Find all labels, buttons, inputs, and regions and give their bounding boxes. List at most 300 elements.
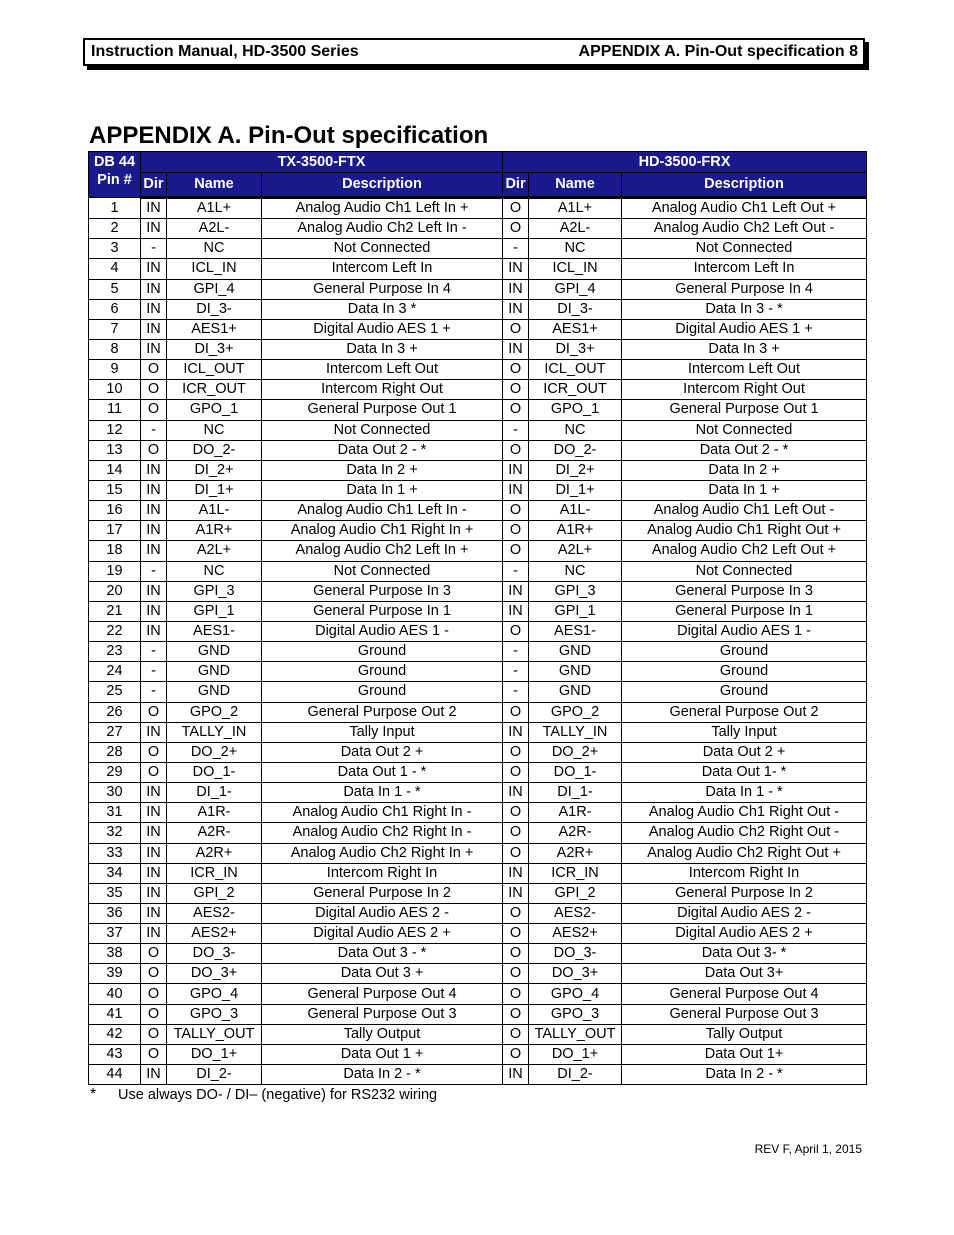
table-row — [89, 460, 867, 480]
frx-dir-cell: IN — [503, 339, 529, 359]
pin-number-cell: 44 — [89, 1065, 141, 1085]
frx-name-cell: A2R+ — [529, 843, 622, 863]
pin-number-cell: 22 — [89, 621, 141, 641]
table-row — [89, 944, 867, 964]
frx-desc-cell: Data In 1 + — [622, 480, 867, 500]
ftx-dir-cell: O — [141, 944, 167, 964]
frx-desc-cell: Data In 3 - * — [622, 299, 867, 319]
ftx-name-cell: AES1+ — [167, 319, 262, 339]
frx-dir-cell: IN — [503, 480, 529, 500]
table-row — [89, 762, 867, 782]
frx-dir-cell: O — [503, 803, 529, 823]
frx-desc-cell: General Purpose In 3 — [622, 581, 867, 601]
frx-desc-cell: Digital Audio AES 1 - — [622, 621, 867, 641]
frx-name-cell: ICR_OUT — [529, 380, 622, 400]
pin-number-cell: 40 — [89, 984, 141, 1004]
ftx-name-cell: NC — [167, 561, 262, 581]
ftx-dir-cell: O — [141, 984, 167, 1004]
frx-name-cell: GPO_1 — [529, 400, 622, 420]
table-row — [89, 783, 867, 803]
table-row — [89, 339, 867, 359]
ftx-name-cell: A2L- — [167, 219, 262, 239]
pin-number-cell: 15 — [89, 480, 141, 500]
ftx-desc-cell: Not Connected — [262, 561, 503, 581]
frx-dir-cell: O — [503, 924, 529, 944]
pin-number-cell: 5 — [89, 279, 141, 299]
frx-desc-cell: Tally Output — [622, 1024, 867, 1044]
frx-name-cell: GND — [529, 682, 622, 702]
table-row — [89, 541, 867, 561]
pin-number-cell: 24 — [89, 662, 141, 682]
frx-name-cell: A1L- — [529, 501, 622, 521]
ftx-dir-cell: - — [141, 561, 167, 581]
frx-desc-cell: General Purpose In 4 — [622, 279, 867, 299]
ftx-desc-cell: Data In 2 + — [262, 460, 503, 480]
pin-number-cell: 4 — [89, 259, 141, 279]
frx-desc-cell: Data In 1 - * — [622, 783, 867, 803]
ftx-name-cell: NC — [167, 420, 262, 440]
table-row — [89, 823, 867, 843]
table-row — [89, 662, 867, 682]
frx-desc-cell: Data Out 3+ — [622, 964, 867, 984]
table-row — [89, 843, 867, 863]
frx-name-cell: AES2- — [529, 903, 622, 923]
table-row — [89, 259, 867, 279]
pin-number-cell: 2 — [89, 219, 141, 239]
ftx-name-cell: A1L+ — [167, 198, 262, 219]
frx-desc-cell: General Purpose In 2 — [622, 883, 867, 903]
frx-name-cell: DO_1+ — [529, 1044, 622, 1064]
ftx-dir-cell: IN — [141, 783, 167, 803]
ftx-dir-cell: IN — [141, 279, 167, 299]
ftx-desc-cell: Data Out 3 + — [262, 964, 503, 984]
ftx-dir-cell: IN — [141, 460, 167, 480]
ftx-desc-cell: Intercom Left In — [262, 259, 503, 279]
frx-dir-cell: O — [503, 198, 529, 219]
frx-desc-cell: General Purpose Out 3 — [622, 1004, 867, 1024]
frx-desc-cell: Intercom Left In — [622, 259, 867, 279]
ftx-name-cell: GND — [167, 662, 262, 682]
pin-number-cell: 23 — [89, 642, 141, 662]
pin-number-cell: 6 — [89, 299, 141, 319]
frx-name-cell: DI_1+ — [529, 480, 622, 500]
frx-name-cell: TALLY_OUT — [529, 1024, 622, 1044]
frx-desc-cell: Digital Audio AES 1 + — [622, 319, 867, 339]
header-right-text: APPENDIX A. Pin-Out specification 8 — [578, 43, 858, 60]
table-row — [89, 380, 867, 400]
frx-dir-cell: IN — [503, 460, 529, 480]
ftx-desc-cell: Ground — [262, 662, 503, 682]
ftx-name-cell: ICR_OUT — [167, 380, 262, 400]
frx-name-cell: A2L- — [529, 219, 622, 239]
frx-desc-cell: Not Connected — [622, 239, 867, 259]
ftx-desc-cell: Ground — [262, 642, 503, 662]
ftx-desc-cell: General Purpose Out 4 — [262, 984, 503, 1004]
ftx-name-cell: DI_2- — [167, 1065, 262, 1085]
ftx-dir-cell: IN — [141, 601, 167, 621]
frx-dir-cell: IN — [503, 581, 529, 601]
ftx-dir-cell: IN — [141, 863, 167, 883]
pin-number-cell: 38 — [89, 944, 141, 964]
table-row — [89, 279, 867, 299]
ftx-dir-cell: O — [141, 440, 167, 460]
ftx-name-cell: ICL_OUT — [167, 360, 262, 380]
footnote-text: Use always DO- / DI– (negative) for RS232 wiring — [118, 1087, 438, 1103]
table-row — [89, 803, 867, 823]
ftx-dir-cell: - — [141, 662, 167, 682]
ftx-name-cell: GPI_3 — [167, 581, 262, 601]
ftx-desc-cell: Data Out 2 + — [262, 742, 503, 762]
col-header-name-left: Name — [167, 173, 262, 198]
ftx-dir-cell: IN — [141, 480, 167, 500]
table-row — [89, 521, 867, 541]
frx-dir-cell: - — [503, 662, 529, 682]
table-row — [89, 863, 867, 883]
frx-desc-cell: Digital Audio AES 2 + — [622, 924, 867, 944]
pin-number-cell: 7 — [89, 319, 141, 339]
pin-number-cell: 11 — [89, 400, 141, 420]
col-header-desc-right: Description — [622, 173, 867, 198]
pin-number-cell: 20 — [89, 581, 141, 601]
frx-name-cell: DI_2- — [529, 1065, 622, 1085]
frx-dir-cell: O — [503, 762, 529, 782]
frx-name-cell: NC — [529, 239, 622, 259]
frx-name-cell: ICL_OUT — [529, 360, 622, 380]
frx-dir-cell: IN — [503, 279, 529, 299]
frx-name-cell: DO_2+ — [529, 742, 622, 762]
frx-dir-cell: IN — [503, 299, 529, 319]
ftx-name-cell: DI_1+ — [167, 480, 262, 500]
ftx-name-cell: ICR_IN — [167, 863, 262, 883]
ftx-dir-cell: IN — [141, 823, 167, 843]
ftx-dir-cell: - — [141, 420, 167, 440]
ftx-desc-cell: General Purpose In 1 — [262, 601, 503, 621]
ftx-dir-cell: - — [141, 239, 167, 259]
ftx-desc-cell: General Purpose In 2 — [262, 883, 503, 903]
pin-number-cell: 32 — [89, 823, 141, 843]
ftx-name-cell: A1L- — [167, 501, 262, 521]
frx-name-cell: GPO_3 — [529, 1004, 622, 1024]
table-row — [89, 903, 867, 923]
frx-name-cell: TALLY_IN — [529, 722, 622, 742]
ftx-name-cell: DI_2+ — [167, 460, 262, 480]
ftx-name-cell: DI_3- — [167, 299, 262, 319]
ftx-desc-cell: Intercom Left Out — [262, 360, 503, 380]
table-row — [89, 440, 867, 460]
frx-dir-cell: - — [503, 239, 529, 259]
ftx-desc-cell: General Purpose In 3 — [262, 581, 503, 601]
frx-desc-cell: Ground — [622, 642, 867, 662]
ftx-dir-cell: - — [141, 642, 167, 662]
pin-number-cell: 41 — [89, 1004, 141, 1024]
ftx-name-cell: TALLY_OUT — [167, 1024, 262, 1044]
ftx-dir-cell: IN — [141, 924, 167, 944]
footnote-marker: * — [90, 1086, 97, 1103]
pin-number-cell: 26 — [89, 702, 141, 722]
ftx-desc-cell: Data In 3 * — [262, 299, 503, 319]
frx-dir-cell: O — [503, 702, 529, 722]
pin-number-cell: 36 — [89, 903, 141, 923]
table-header — [89, 152, 867, 198]
ftx-dir-cell: - — [141, 682, 167, 702]
frx-desc-cell: Intercom Left Out — [622, 360, 867, 380]
ftx-dir-cell: O — [141, 1004, 167, 1024]
ftx-dir-cell: IN — [141, 198, 167, 219]
ftx-desc-cell: Analog Audio Ch2 Right In - — [262, 823, 503, 843]
frx-dir-cell: O — [503, 621, 529, 641]
pin-number-cell: 21 — [89, 601, 141, 621]
frx-dir-cell: O — [503, 823, 529, 843]
ftx-desc-cell: Analog Audio Ch1 Right In + — [262, 521, 503, 541]
frx-dir-cell: O — [503, 501, 529, 521]
ftx-desc-cell: Analog Audio Ch1 Left In + — [262, 198, 503, 219]
frx-desc-cell: Data In 2 - * — [622, 1065, 867, 1085]
ftx-desc-cell: General Purpose Out 2 — [262, 702, 503, 722]
frx-dir-cell: O — [503, 319, 529, 339]
table-row — [89, 561, 867, 581]
frx-name-cell: DI_2+ — [529, 460, 622, 480]
ftx-dir-cell: IN — [141, 843, 167, 863]
frx-name-cell: AES2+ — [529, 924, 622, 944]
frx-dir-cell: O — [503, 1004, 529, 1024]
pin-header-line2: Pin # — [97, 172, 132, 188]
pin-header-line1: DB 44 — [93, 154, 136, 170]
frx-desc-cell: Not Connected — [622, 420, 867, 440]
ftx-desc-cell: Data In 3 + — [262, 339, 503, 359]
ftx-dir-cell: IN — [141, 1065, 167, 1085]
frx-dir-cell: IN — [503, 783, 529, 803]
ftx-dir-cell: IN — [141, 521, 167, 541]
frx-name-cell: DI_3- — [529, 299, 622, 319]
ftx-desc-cell: Analog Audio Ch2 Left In + — [262, 541, 503, 561]
frx-desc-cell: Analog Audio Ch1 Right Out + — [622, 521, 867, 541]
ftx-name-cell: GPO_4 — [167, 984, 262, 1004]
ftx-desc-cell: Intercom Right In — [262, 863, 503, 883]
table-row — [89, 198, 867, 219]
table-row — [89, 984, 867, 1004]
table-row — [89, 360, 867, 380]
ftx-name-cell: GPI_2 — [167, 883, 262, 903]
ftx-name-cell: ICL_IN — [167, 259, 262, 279]
frx-dir-cell: IN — [503, 601, 529, 621]
frx-name-cell: AES1+ — [529, 319, 622, 339]
frx-name-cell: GND — [529, 642, 622, 662]
col-header-desc-left: Description — [262, 173, 503, 198]
ftx-dir-cell: IN — [141, 621, 167, 641]
pin-number-cell: 17 — [89, 521, 141, 541]
pin-number-cell: 8 — [89, 339, 141, 359]
frx-desc-cell: Data Out 2 + — [622, 742, 867, 762]
frx-name-cell: GPO_4 — [529, 984, 622, 1004]
frx-name-cell: GPI_1 — [529, 601, 622, 621]
ftx-name-cell: A2L+ — [167, 541, 262, 561]
frx-dir-cell: IN — [503, 1065, 529, 1085]
group-header-left: TX-3500-FTX — [141, 152, 503, 173]
frx-dir-cell: O — [503, 944, 529, 964]
table-row — [89, 601, 867, 621]
frx-dir-cell: O — [503, 541, 529, 561]
ftx-desc-cell: Not Connected — [262, 239, 503, 259]
ftx-dir-cell: O — [141, 400, 167, 420]
ftx-name-cell: GPO_3 — [167, 1004, 262, 1024]
frx-desc-cell: Ground — [622, 682, 867, 702]
ftx-name-cell: GND — [167, 682, 262, 702]
pin-number-cell: 34 — [89, 863, 141, 883]
frx-desc-cell: Data Out 2 - * — [622, 440, 867, 460]
ftx-dir-cell: O — [141, 762, 167, 782]
ftx-dir-cell: IN — [141, 339, 167, 359]
frx-dir-cell: O — [503, 742, 529, 762]
col-header-name-right: Name — [529, 173, 622, 198]
ftx-desc-cell: Digital Audio AES 1 + — [262, 319, 503, 339]
ftx-desc-cell: Data In 1 - * — [262, 783, 503, 803]
ftx-dir-cell: O — [141, 702, 167, 722]
pin-number-cell: 31 — [89, 803, 141, 823]
table-row — [89, 1065, 867, 1085]
pin-number-cell: 30 — [89, 783, 141, 803]
ftx-name-cell: DO_3- — [167, 944, 262, 964]
table-body — [89, 198, 867, 1085]
revision-footer: REV F, April 1, 2015 — [754, 1142, 862, 1156]
table-row — [89, 400, 867, 420]
frx-dir-cell: - — [503, 561, 529, 581]
frx-name-cell: GPO_2 — [529, 702, 622, 722]
pin-number-cell: 29 — [89, 762, 141, 782]
table-row — [89, 924, 867, 944]
ftx-name-cell: AES2+ — [167, 924, 262, 944]
pin-number-cell: 19 — [89, 561, 141, 581]
frx-desc-cell: Analog Audio Ch1 Left Out - — [622, 501, 867, 521]
frx-desc-cell: Data Out 3- * — [622, 944, 867, 964]
frx-desc-cell: Ground — [622, 662, 867, 682]
frx-desc-cell: Analog Audio Ch1 Right Out - — [622, 803, 867, 823]
frx-name-cell: GND — [529, 662, 622, 682]
frx-name-cell: AES1- — [529, 621, 622, 641]
ftx-dir-cell: IN — [141, 299, 167, 319]
col-header-dir-right: Dir — [503, 173, 529, 198]
table-row — [89, 722, 867, 742]
ftx-desc-cell: Digital Audio AES 1 - — [262, 621, 503, 641]
pin-number-cell: 16 — [89, 501, 141, 521]
frx-name-cell: DI_1- — [529, 783, 622, 803]
ftx-desc-cell: Data Out 1 + — [262, 1044, 503, 1064]
frx-name-cell: A2L+ — [529, 541, 622, 561]
frx-name-cell: DO_1- — [529, 762, 622, 782]
page-title: APPENDIX A. Pin-Out specification — [89, 122, 489, 149]
frx-desc-cell: Data Out 1- * — [622, 762, 867, 782]
pin-number-cell: 14 — [89, 460, 141, 480]
ftx-desc-cell: Analog Audio Ch2 Right In + — [262, 843, 503, 863]
frx-name-cell: NC — [529, 561, 622, 581]
table-row — [89, 883, 867, 903]
table-row — [89, 642, 867, 662]
frx-dir-cell: O — [503, 843, 529, 863]
ftx-name-cell: DO_3+ — [167, 964, 262, 984]
pin-column-header — [89, 152, 141, 198]
pin-number-cell: 37 — [89, 924, 141, 944]
table-row — [89, 501, 867, 521]
frx-dir-cell: O — [503, 360, 529, 380]
ftx-name-cell: DO_1- — [167, 762, 262, 782]
ftx-dir-cell: IN — [141, 501, 167, 521]
ftx-desc-cell: Data In 1 + — [262, 480, 503, 500]
ftx-dir-cell: O — [141, 1024, 167, 1044]
pin-number-cell: 9 — [89, 360, 141, 380]
table-row — [89, 742, 867, 762]
pin-number-cell: 3 — [89, 239, 141, 259]
pin-number-cell: 25 — [89, 682, 141, 702]
ftx-dir-cell: O — [141, 380, 167, 400]
ftx-dir-cell: IN — [141, 219, 167, 239]
ftx-name-cell: GPI_1 — [167, 601, 262, 621]
ftx-name-cell: DI_1- — [167, 783, 262, 803]
frx-name-cell: DO_2- — [529, 440, 622, 460]
table-row — [89, 299, 867, 319]
frx-name-cell: DO_3+ — [529, 964, 622, 984]
ftx-name-cell: AES2- — [167, 903, 262, 923]
frx-desc-cell: Intercom Right Out — [622, 380, 867, 400]
ftx-dir-cell: O — [141, 742, 167, 762]
ftx-desc-cell: Tally Output — [262, 1024, 503, 1044]
running-header — [83, 38, 865, 66]
frx-name-cell: DI_3+ — [529, 339, 622, 359]
table-row — [89, 480, 867, 500]
frx-dir-cell: O — [503, 903, 529, 923]
pinout-table — [88, 151, 867, 1085]
pin-number-cell: 33 — [89, 843, 141, 863]
frx-name-cell: GPI_2 — [529, 883, 622, 903]
table-row — [89, 420, 867, 440]
ftx-dir-cell: O — [141, 1044, 167, 1064]
pin-number-cell: 43 — [89, 1044, 141, 1064]
ftx-name-cell: TALLY_IN — [167, 722, 262, 742]
ftx-name-cell: AES1- — [167, 621, 262, 641]
ftx-dir-cell: IN — [141, 581, 167, 601]
ftx-name-cell: DO_2+ — [167, 742, 262, 762]
frx-dir-cell: O — [503, 1024, 529, 1044]
frx-name-cell: ICL_IN — [529, 259, 622, 279]
ftx-desc-cell: Tally Input — [262, 722, 503, 742]
frx-desc-cell: Analog Audio Ch1 Left Out + — [622, 198, 867, 219]
group-header-right: HD-3500-FRX — [503, 152, 867, 173]
ftx-name-cell: A2R- — [167, 823, 262, 843]
frx-desc-cell: Data Out 1+ — [622, 1044, 867, 1064]
frx-desc-cell: Not Connected — [622, 561, 867, 581]
pin-number-cell: 10 — [89, 380, 141, 400]
table-row — [89, 621, 867, 641]
frx-desc-cell: General Purpose Out 2 — [622, 702, 867, 722]
ftx-desc-cell: Data Out 3 - * — [262, 944, 503, 964]
frx-desc-cell: Data In 2 + — [622, 460, 867, 480]
table-row — [89, 239, 867, 259]
ftx-desc-cell: Digital Audio AES 2 - — [262, 903, 503, 923]
ftx-dir-cell: IN — [141, 259, 167, 279]
ftx-dir-cell: IN — [141, 722, 167, 742]
table-row — [89, 581, 867, 601]
ftx-desc-cell: General Purpose Out 3 — [262, 1004, 503, 1024]
pin-number-cell: 13 — [89, 440, 141, 460]
frx-desc-cell: Digital Audio AES 2 - — [622, 903, 867, 923]
frx-dir-cell: IN — [503, 259, 529, 279]
table-row — [89, 682, 867, 702]
frx-desc-cell: Analog Audio Ch2 Left Out - — [622, 219, 867, 239]
ftx-name-cell: GND — [167, 642, 262, 662]
frx-name-cell: A1R- — [529, 803, 622, 823]
ftx-name-cell: DO_1+ — [167, 1044, 262, 1064]
ftx-desc-cell: Data In 2 - * — [262, 1065, 503, 1085]
frx-dir-cell: O — [503, 219, 529, 239]
ftx-desc-cell: Analog Audio Ch2 Left In - — [262, 219, 503, 239]
